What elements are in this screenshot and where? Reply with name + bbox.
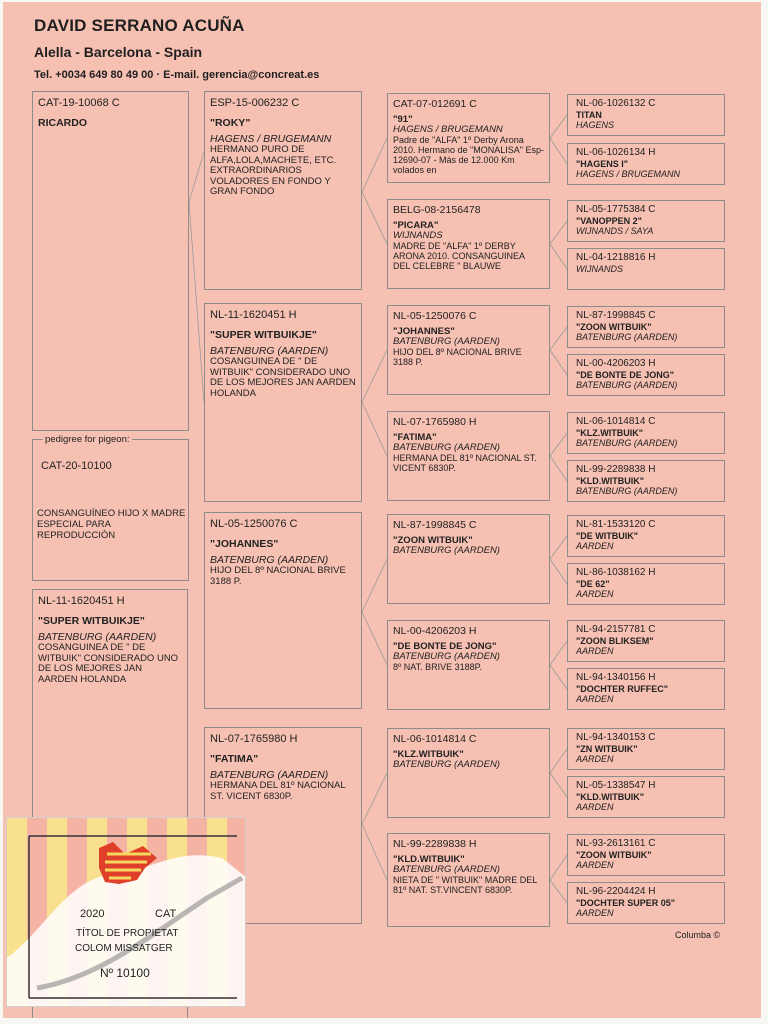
g3-description: MADRE DE "ALFA" 1º DERBY ARONA 2010. CONSANGUINEA DEL CELEBRE " BLAUWE	[393, 241, 525, 271]
g4-name: "KLZ.WITBUIK"	[576, 428, 644, 438]
g3-box	[387, 620, 550, 710]
g3-description: HERMANA DEL 81º NACIONAL ST. VICENT 6830P.	[393, 453, 537, 473]
g4-name: "VANOPPEN 2"	[576, 216, 642, 226]
g2-reg: ESP-15-006232 C	[210, 97, 300, 109]
g4-box	[567, 834, 725, 876]
g4-reg: NL-05-1775384 C	[576, 204, 656, 215]
certificate-subtitle: COLOM MISSATGER	[75, 943, 173, 954]
g4-reg: NL-86-1038162 H	[576, 567, 656, 578]
g4-reg: NL-06-1026132 C	[576, 98, 656, 109]
g4-breeder: AARDEN	[576, 802, 614, 812]
g3-name: "PICARA"	[393, 220, 439, 231]
g4-name: "ZOON BLIKSEM"	[576, 636, 654, 646]
g4-breeder: AARDEN	[576, 860, 614, 870]
g3-breeder: BATENBURG (AARDEN)	[393, 545, 500, 556]
g3-name: "KLD.WITBUIK"	[393, 854, 465, 865]
g4-name: "DOCHTER SUPER 05"	[576, 898, 676, 908]
owner-contact: Tel. +0034 649 80 49 00 · E-mail. gerencia@concreat.es	[34, 69, 320, 81]
main-pigeon-name: RICARDO	[38, 117, 87, 129]
g4-box	[567, 882, 725, 924]
g3-name: "FATIMA"	[393, 432, 437, 443]
g3-reg: NL-07-1765980 H	[393, 416, 477, 428]
g2-name: "JOHANNES"	[210, 538, 279, 550]
g3-box	[387, 514, 550, 604]
g3-reg: BELG-08-2156478	[393, 204, 481, 216]
g4-breeder: BATENBURG (AARDEN)	[576, 380, 678, 390]
g3-name: "DE BONTE DE JONG"	[393, 641, 497, 652]
g3-breeder: BATENBURG (AARDEN)	[393, 651, 500, 662]
g4-box	[567, 354, 725, 396]
g3-reg: NL-00-4206203 H	[393, 625, 477, 637]
g4-name: "HAGENS I"	[576, 159, 629, 169]
g4-box	[567, 94, 725, 136]
g3-box	[387, 199, 550, 289]
g4-reg: NL-06-1026134 H	[576, 147, 656, 158]
g4-name: "DE BONTE DE JONG"	[576, 370, 675, 380]
main-pigeon-box	[32, 91, 189, 431]
g4-reg: NL-94-2157781 C	[576, 624, 656, 635]
g3-breeder: BATENBURG (AARDEN)	[393, 442, 500, 453]
pedigree-reg: CAT-20-10100	[41, 460, 112, 472]
ownership-certificate	[6, 817, 246, 1007]
g4-breeder: HAGENS / BRUGEMANN	[576, 169, 681, 179]
g3-reg: NL-06-1014814 C	[393, 733, 477, 745]
dam-reg: NL-11-1620451 H	[38, 595, 125, 607]
g4-box	[567, 515, 725, 557]
pedigree-description: CONSANGUÍNEO HIJO X MADRE ESPECIAL PARA REPRODUCCIÓN	[37, 508, 186, 541]
g2-box	[204, 303, 362, 502]
g4-name: "ZOON WITBUIK"	[576, 850, 652, 860]
g3-breeder: BATENBURG (AARDEN)	[393, 336, 500, 347]
g4-reg: NL-04-1218816 H	[576, 252, 656, 263]
g2-description: HERMANO PURO DE ALFA,LOLA,MACHETE, ETC. EXTRAORDINARIOS VOLADORES EN FONDO Y GRAN FONDO	[210, 144, 337, 197]
g4-name: "KLD.WITBUIK"	[576, 476, 645, 486]
g2-breeder: HAGENS / BRUGEMANN	[210, 133, 332, 145]
g4-reg: NL-05-1338547 H	[576, 780, 656, 791]
g4-box	[567, 200, 725, 242]
g4-name: TITAN	[576, 110, 602, 120]
g2-breeder: BATENBURG (AARDEN)	[210, 769, 329, 781]
g4-breeder: HAGENS	[576, 120, 615, 130]
dam-breeder: BATENBURG (AARDEN)	[38, 631, 157, 643]
g3-description: Padre de "ALFA" 1º Derby Arona 2010. Hermano de "MONALISA" Esp-12690-07 - Más de 12.000 Km volados en	[393, 135, 544, 175]
g4-breeder: BATENBURG (AARDEN)	[576, 332, 678, 342]
g4-box	[567, 776, 725, 818]
g4-name: "DE 62"	[576, 579, 610, 589]
g3-name: "ZOON WITBUIK"	[393, 535, 473, 546]
owner-location: Alella - Barcelona - Spain	[34, 44, 203, 60]
g4-box	[567, 412, 725, 454]
pedigree-sheet	[3, 2, 761, 1018]
g2-box	[204, 91, 362, 290]
g3-box	[387, 833, 550, 927]
g4-name: "KLD.WITBUIK"	[576, 792, 645, 802]
g4-reg: NL-00-4206203 H	[576, 358, 656, 369]
owner-name: DAVID SERRANO ACUÑA	[34, 16, 245, 35]
g4-reg: NL-96-2204424 H	[576, 886, 656, 897]
g2-box	[204, 512, 362, 709]
g3-reg: NL-99-2289838 H	[393, 838, 477, 850]
g4-reg: NL-93-2613161 C	[576, 838, 656, 849]
g4-box	[567, 620, 725, 662]
g4-name: "ZOON WITBUIK"	[576, 322, 652, 332]
g3-reg: CAT-07-012691 C	[393, 98, 477, 110]
g4-breeder: AARDEN	[576, 694, 614, 704]
g3-name: "KLZ.WITBUIK"	[393, 749, 464, 760]
g3-name: "JOHANNES"	[393, 326, 455, 337]
g4-box	[567, 306, 725, 348]
g4-breeder: AARDEN	[576, 754, 614, 764]
footer-credit: Columba ©	[675, 930, 721, 940]
main-pigeon-reg: CAT-19-10068 C	[38, 97, 120, 109]
g2-name: "SUPER WITBUIKJE"	[210, 329, 317, 341]
certificate-title: TÍTOL DE PROPIETAT	[76, 928, 179, 939]
g2-description: COSANGUINEA DE " DE WITBUIK" CONSIDERADO UNO DE LOS MEJORES JAN AARDEN HOLANDA	[210, 356, 356, 399]
pedigree-for-label: pedigree for pigeon:	[45, 434, 130, 445]
g4-breeder: WIJNANDS / SAYA	[576, 226, 654, 236]
dam-description: COSANGUINEA DE " DE WITBUIK" CONSIDERADO UNO DE LOS MEJORES JAN AARDEN HOLANDA	[38, 642, 179, 685]
g3-description: HIJO DEL 8º NACIONAL BRIVE 3188 P.	[393, 347, 522, 367]
certificate-year: 2020	[80, 908, 105, 920]
g4-breeder: AARDEN	[576, 541, 614, 551]
g3-box	[387, 305, 550, 395]
g3-reg: NL-87-1998845 C	[393, 519, 477, 531]
g4-name: "DE WITBUIK"	[576, 531, 639, 541]
g4-breeder: WIJNANDS	[576, 264, 623, 274]
g4-reg: NL-81-1533120 C	[576, 519, 656, 530]
g3-name: "91"	[393, 114, 413, 125]
g4-box	[567, 563, 725, 605]
g4-reg: NL-94-1340156 H	[576, 672, 656, 683]
g3-breeder: BATENBURG (AARDEN)	[393, 864, 500, 875]
g4-box	[567, 668, 725, 710]
g4-breeder: AARDEN	[576, 908, 614, 918]
g2-breeder: BATENBURG (AARDEN)	[210, 554, 329, 566]
g4-breeder: BATENBURG (AARDEN)	[576, 486, 678, 496]
g4-box	[567, 248, 725, 290]
g2-breeder: BATENBURG (AARDEN)	[210, 345, 329, 357]
g3-description: 8º NAT. BRIVE 3188P.	[393, 662, 483, 672]
g4-breeder: AARDEN	[576, 589, 614, 599]
g2-reg: NL-05-1250076 C	[210, 518, 298, 530]
g3-box	[387, 93, 550, 183]
g4-reg: NL-99-2289838 H	[576, 464, 656, 475]
g2-name: "ROKY"	[210, 117, 251, 129]
g3-breeder: HAGENS / BRUGEMANN	[393, 124, 503, 135]
g4-box	[567, 728, 725, 770]
g2-name: "FATIMA"	[210, 753, 259, 765]
g4-name: "DOCHTER RUFFEC"	[576, 684, 669, 694]
g3-reg: NL-05-1250076 C	[393, 310, 477, 322]
certificate-country: CAT	[155, 908, 177, 920]
g2-description: HERMANA DEL 81º NACIONAL ST. VICENT 6830P.	[210, 780, 346, 802]
g4-breeder: BATENBURG (AARDEN)	[576, 438, 678, 448]
dam-name: "SUPER WITBUIKJE"	[38, 615, 145, 627]
g4-box	[567, 460, 725, 502]
g4-breeder: AARDEN	[576, 646, 614, 656]
certificate-number: Nº 10100	[100, 966, 150, 980]
g4-reg: NL-87-1998845 C	[576, 310, 656, 321]
g3-box	[387, 411, 550, 501]
g4-name: "ZN WITBUIK"	[576, 744, 638, 754]
g4-box	[567, 143, 725, 185]
g4-reg: NL-06-1014814 C	[576, 416, 656, 427]
g3-breeder: WIJNANDS	[393, 230, 443, 241]
g2-reg: NL-07-1765980 H	[210, 733, 298, 745]
g2-description: HIJO DEL 8º NACIONAL BRIVE 3188 P.	[210, 565, 346, 587]
g4-reg: NL-94-1340153 C	[576, 732, 656, 743]
g3-description: NIETA DE " WITBUIK" MADRE DEL 81º NAT. ST.VINCENT 6830P.	[393, 875, 537, 895]
g2-reg: NL-11-1620451 H	[210, 309, 297, 321]
g3-breeder: BATENBURG (AARDEN)	[393, 759, 500, 770]
g3-box	[387, 728, 550, 818]
